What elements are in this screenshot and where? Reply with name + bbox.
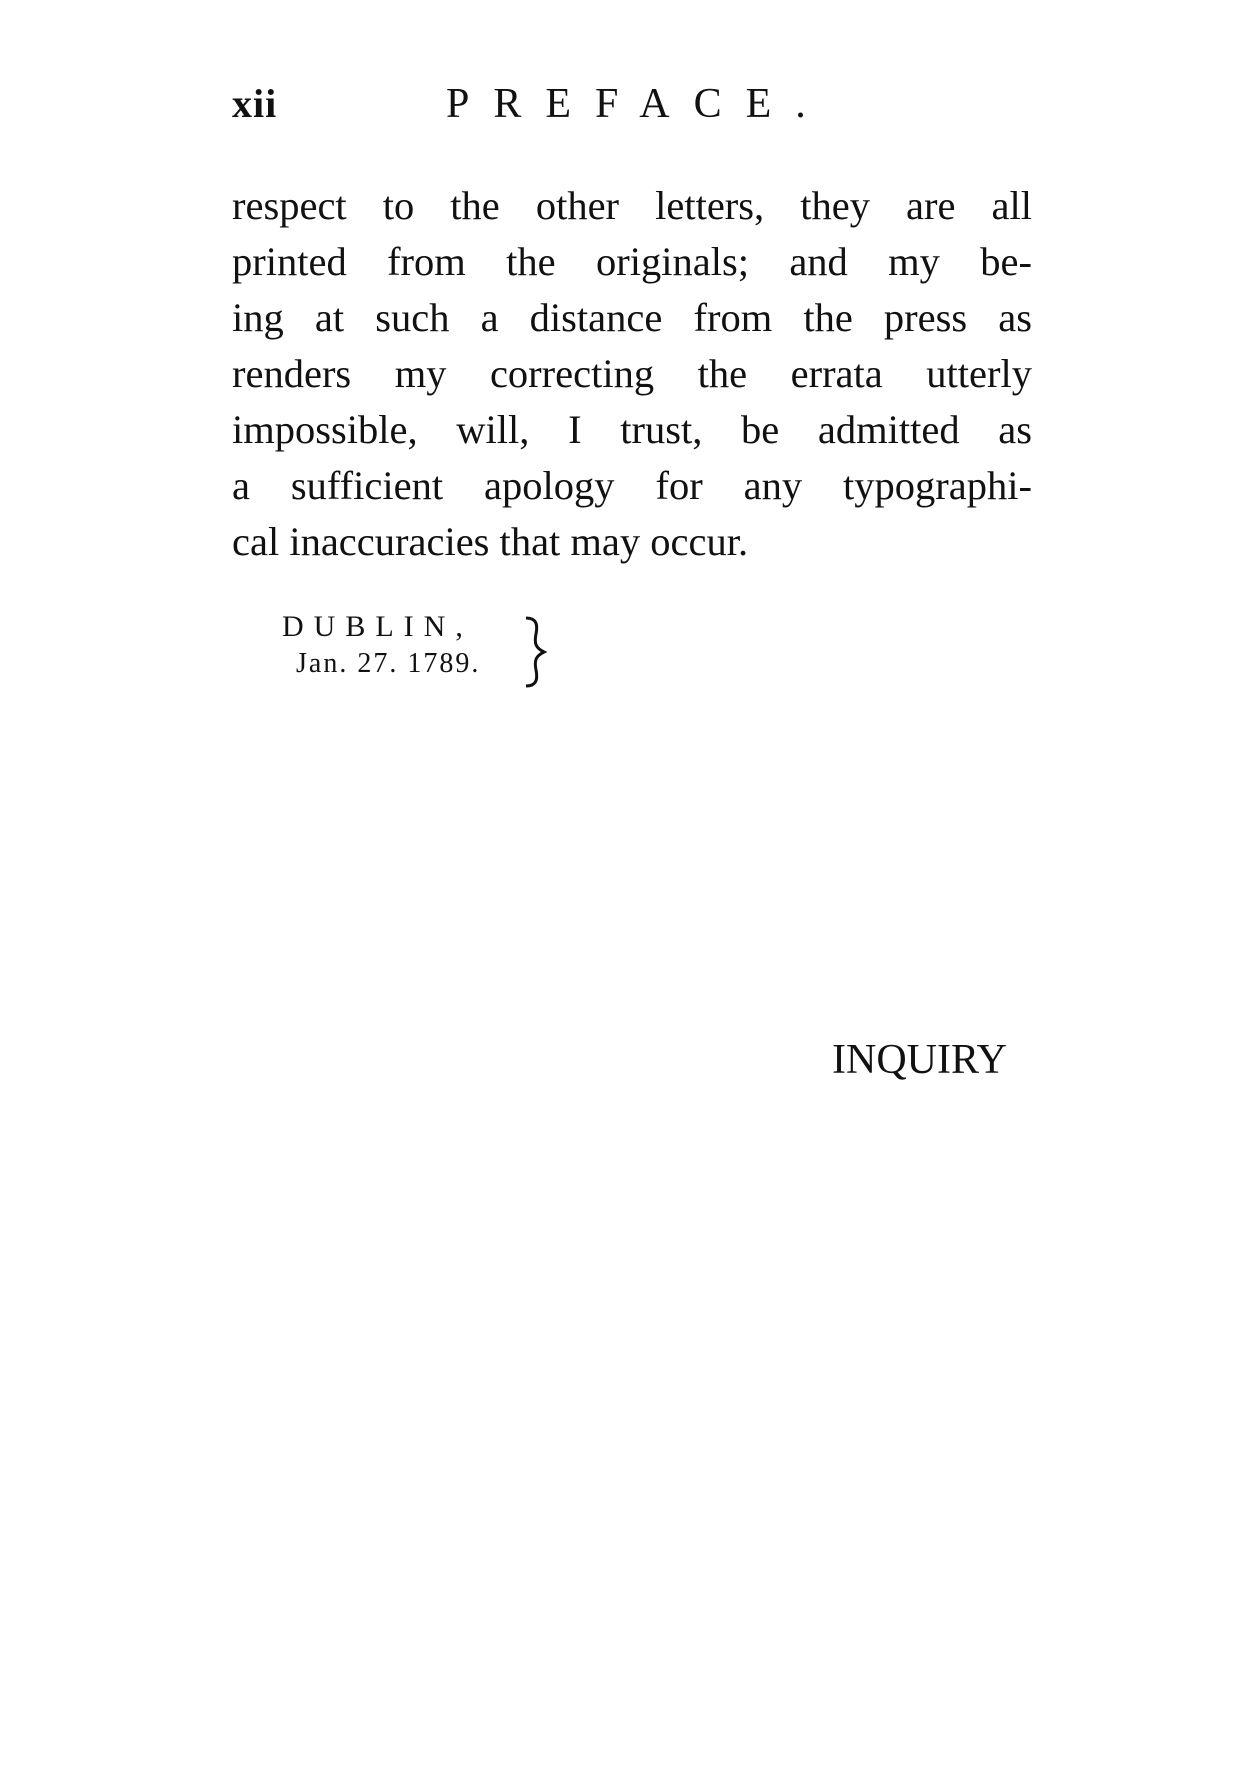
preface-text (232, 178, 1032, 570)
text-line: ing at such a distance from the press as (232, 295, 1032, 340)
catchword: INQUIRY (832, 1037, 1007, 1083)
page-header (232, 80, 1032, 140)
page-number: xii (232, 81, 278, 126)
text-line: a sufficient apology for any typographi- (232, 463, 1032, 508)
running-head: PREFACE. (446, 81, 830, 127)
text-line: cal inaccuracies that may occur. (232, 519, 749, 564)
text-line: respect to the other letters, they are all (232, 183, 1032, 228)
dateline-place: DUBLIN, (282, 610, 473, 643)
dateline (282, 610, 602, 690)
text-line: printed from the originals; and my be- (232, 239, 1032, 284)
dateline-date: Jan. 27. 1789. (296, 648, 481, 679)
text-line: renders my correcting the errata utterly (232, 351, 1032, 396)
brace-icon (520, 614, 550, 690)
text-line: impossible, will, I trust, be admitted as (232, 407, 1032, 452)
